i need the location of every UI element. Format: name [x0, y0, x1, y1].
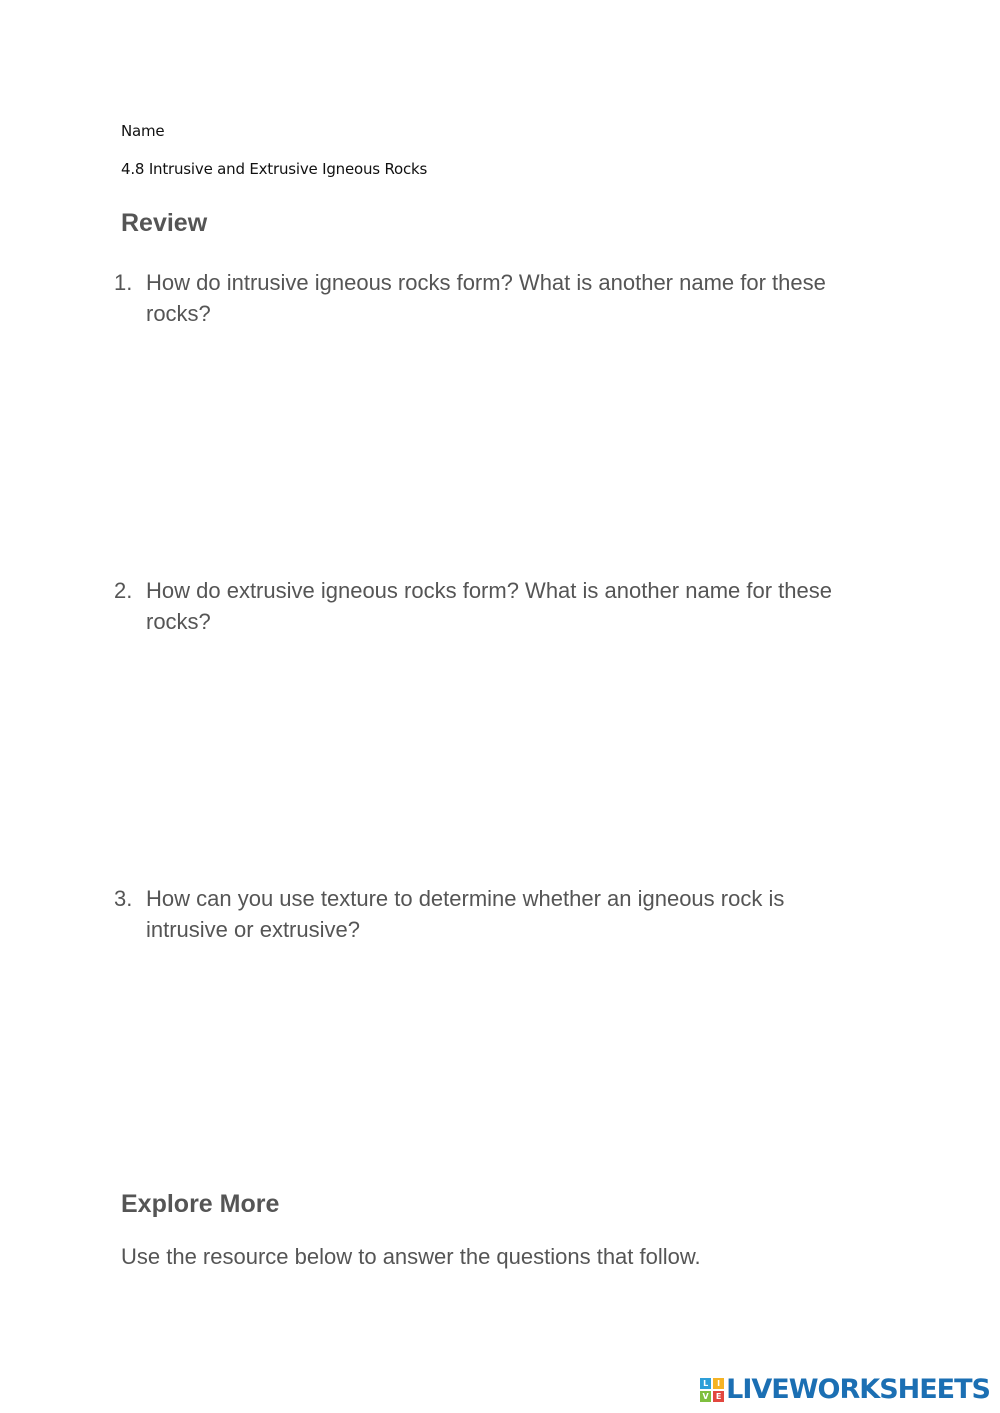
review-heading: Review — [121, 209, 208, 237]
name-label: Name — [121, 122, 165, 140]
logo-text: LIVEWORKSHEETS — [726, 1374, 990, 1405]
logo-letter: I — [713, 1378, 724, 1389]
question-2 — [114, 575, 874, 637]
logo-letter: E — [713, 1391, 724, 1402]
explore-more-heading: Explore More — [121, 1190, 280, 1218]
liveworksheets-logo — [700, 1374, 990, 1405]
explore-instruction: Use the resource below to answer the questions that follow. — [121, 1244, 701, 1269]
question-text: How do extrusive igneous rocks form? What is another name for these rocks? — [146, 578, 832, 634]
question-1 — [114, 267, 874, 329]
logo-mark-icon — [700, 1378, 724, 1402]
question-text: How can you use texture to determine whether an igneous rock is intrusive or extrusive? — [146, 886, 785, 942]
question-number: 3. — [114, 886, 133, 911]
question-3 — [114, 883, 834, 945]
question-number: 2. — [114, 578, 133, 603]
lesson-title: 4.8 Intrusive and Extrusive Igneous Rocks — [121, 160, 428, 178]
logo-letter: L — [700, 1378, 711, 1389]
question-number: 1. — [114, 270, 133, 295]
question-text: How do intrusive igneous rocks form? What is another name for these rocks? — [146, 270, 826, 326]
logo-letter: V — [700, 1391, 711, 1402]
